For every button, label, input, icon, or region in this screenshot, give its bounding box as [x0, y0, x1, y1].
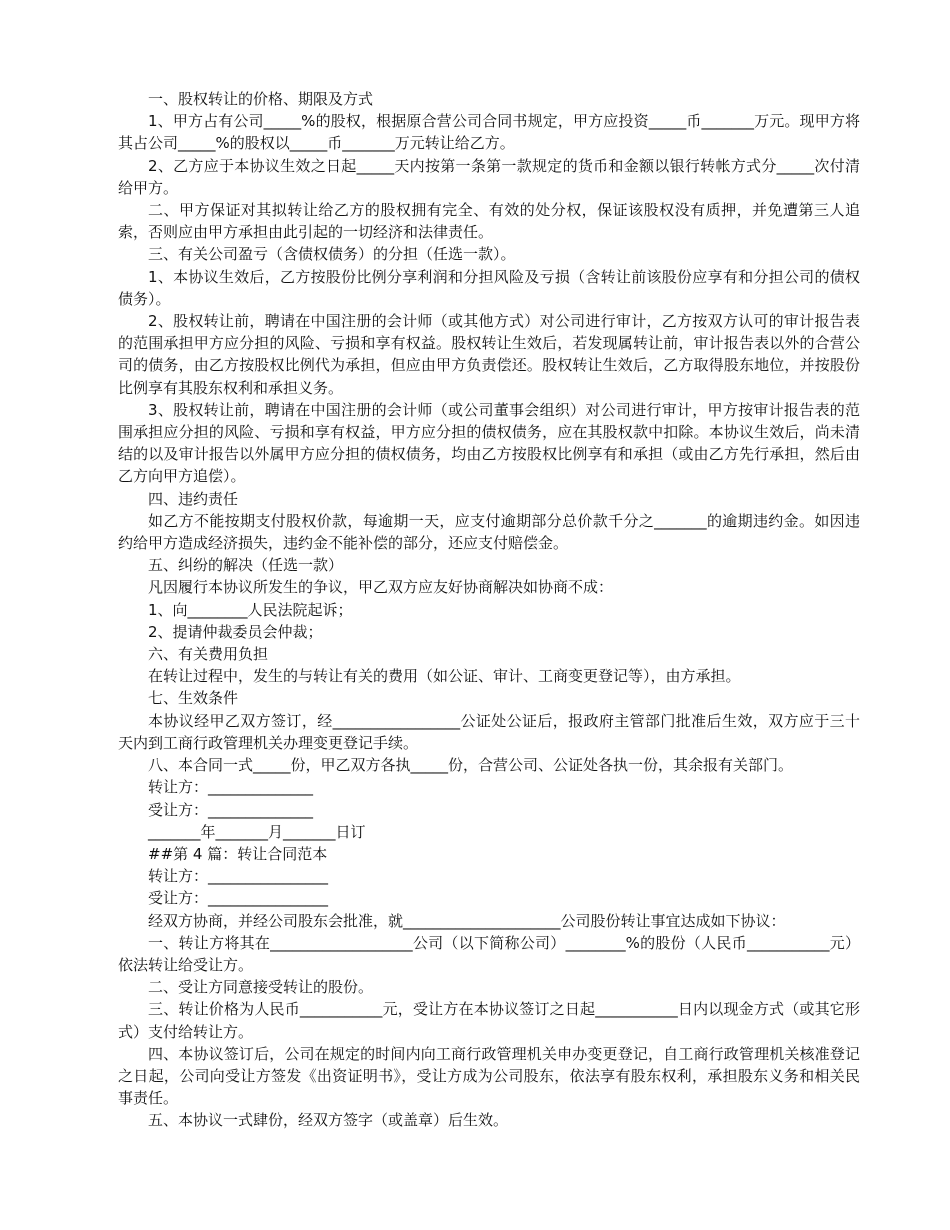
section-heading-breach: 四、违约责任 — [148, 489, 239, 508]
clause-1-1-equity-share: 1、甲方占有公司_____%的股权，根据原合营公司合同书规定，甲方应投资_____币_______万元。现甲方将其占公司_____%的股权以_____币_______万元转让给乙方。 — [118, 112, 860, 153]
contract-document — [118, 88, 860, 1132]
article-4-registration: 四、本协议签订后，公司在规定的时间内向工商行政管理机关申办变更登记，自工商行政管理机关核准登记之日起，公司向受让方签发《出资证明书》，受让方成为公司股东，依法享有股东权利，承担股东义务和相关民事责任。 — [118, 1044, 860, 1108]
agreement-preamble: 经双方协商，并经公司股东会批准，就_____________________公司股份转让事宜达成如下协议： — [148, 911, 786, 930]
signature-transferee: 受让方：______________ — [148, 800, 314, 819]
clause-3-1-profit-share: 1、本协议生效后，乙方按股份比例分享利润和分担风险及亏损（含转让前该股份应享有和分担公司的债权债务）。 — [118, 267, 860, 308]
clause-2-guarantee: 二、甲方保证对其拟转让给乙方的股权拥有完全、有效的处分权，保证该股权没有质押，并免遭第三人追索，否则应由甲方承担由此引起的一切经济和法律责任。 — [118, 201, 860, 242]
clause-3-2-audit-option: 2、股权转让前，聘请在中国注册的会计师（或其他方式）对公司进行审计，乙方按双方认可的审计报告表的范围承担甲方应分担的风险、亏损和享有权益。股权转让生效后，若发现属转让前，审计报告表以外的合营公司的债务，由乙方按股权比例代为承担，但应由甲方负责偿还。股权转让生效后，乙方取得股东地位，并按股份比例享有其股东权利和承担义务。 — [118, 312, 860, 397]
chapter-heading-4: ##第 4 篇：转让合同范本 — [148, 844, 328, 863]
section-heading-effective-conditions: 七、生效条件 — [148, 689, 239, 708]
clause-5-1-court: 1、向________人民法院起诉； — [148, 600, 353, 619]
signature-transferor: 转让方：______________ — [148, 778, 314, 797]
signature-date: _______年_______月_______日订 — [148, 822, 366, 841]
section-heading-disputes: 五、纠纷的解决（任选一款） — [148, 556, 344, 575]
clause-5-2-arbitration: 2、提请仲裁委员会仲裁； — [148, 622, 323, 641]
clause-8-copies: 八、本合同一式_____份，甲乙双方各执_____份，合营公司、公证处各执一份，其余报有关部门。 — [148, 756, 794, 775]
section-heading-profit-loss: 三、有关公司盈亏（含债权债务）的分担（任选一款）。 — [148, 245, 516, 264]
party-transferee: 受让方：________________ — [148, 889, 329, 908]
clause-1-2-payment: 2、乙方应于本协议生效之日起_____天内按第一条第一款规定的货币和金额以银行转帐方式分_____次付清给甲方。 — [118, 156, 860, 197]
section-heading-price-term-method: 一、股权转让的价格、期限及方式 — [148, 90, 374, 108]
article-2-acceptance: 二、受让方同意接受转让的股份。 — [148, 978, 374, 997]
party-transferor: 转让方：________________ — [148, 867, 329, 886]
section-heading-fees: 六、有关费用负担 — [148, 645, 269, 664]
article-3-price: 三、转让价格为人民币___________元，受让方在本协议签订之日起___________日内以现金方式（或其它形式）支付给转让方。 — [118, 1000, 860, 1041]
article-1-transfer: 一、转让方将其在___________________公司（以下简称公司）________%的股份（人民币___________元）依法转让给受让方。 — [118, 933, 860, 974]
clause-7-notarization: 本协议经甲乙双方签订，经_________________公证处公证后，报政府主管部门批准后生效，双方应于三十天内到工商行政管理机关办理变更登记手续。 — [118, 711, 860, 752]
article-5-copies: 五、本协议一式肆份，经双方签字（或盖章）后生效。 — [148, 1111, 509, 1130]
clause-5-negotiation: 凡因履行本协议所发生的争议，甲乙双方应友好协商解决如协商不成： — [148, 578, 614, 597]
clause-6-fees: 在转让过程中，发生的与转让有关的费用（如公证、审计、工商变更登记等），由方承担。 — [148, 667, 741, 686]
clause-3-3-audit-board-option: 3、股权转让前，聘请在中国注册的会计师（或公司董事会组织）对公司进行审计，甲方按审计报告表的范围承担应分担的风险、亏损和享有权益，甲方应分担的债权债务，应在其股权款中扣除。本协议生效后，尚未清结的以及审计报告以外属甲方应分担的债权债务，均由乙方按股权比例享有和承担（或由乙方先行承担，然后由乙方向甲方追偿）。 — [118, 400, 860, 486]
clause-4-breach-penalty: 如乙方不能按期支付股权价款，每逾期一天，应支付逾期部分总价款千分之_______的逾期违约金。如因违约给甲方造成经济损失，违约金不能补偿的部分，还应支付赔偿金。 — [118, 511, 860, 553]
